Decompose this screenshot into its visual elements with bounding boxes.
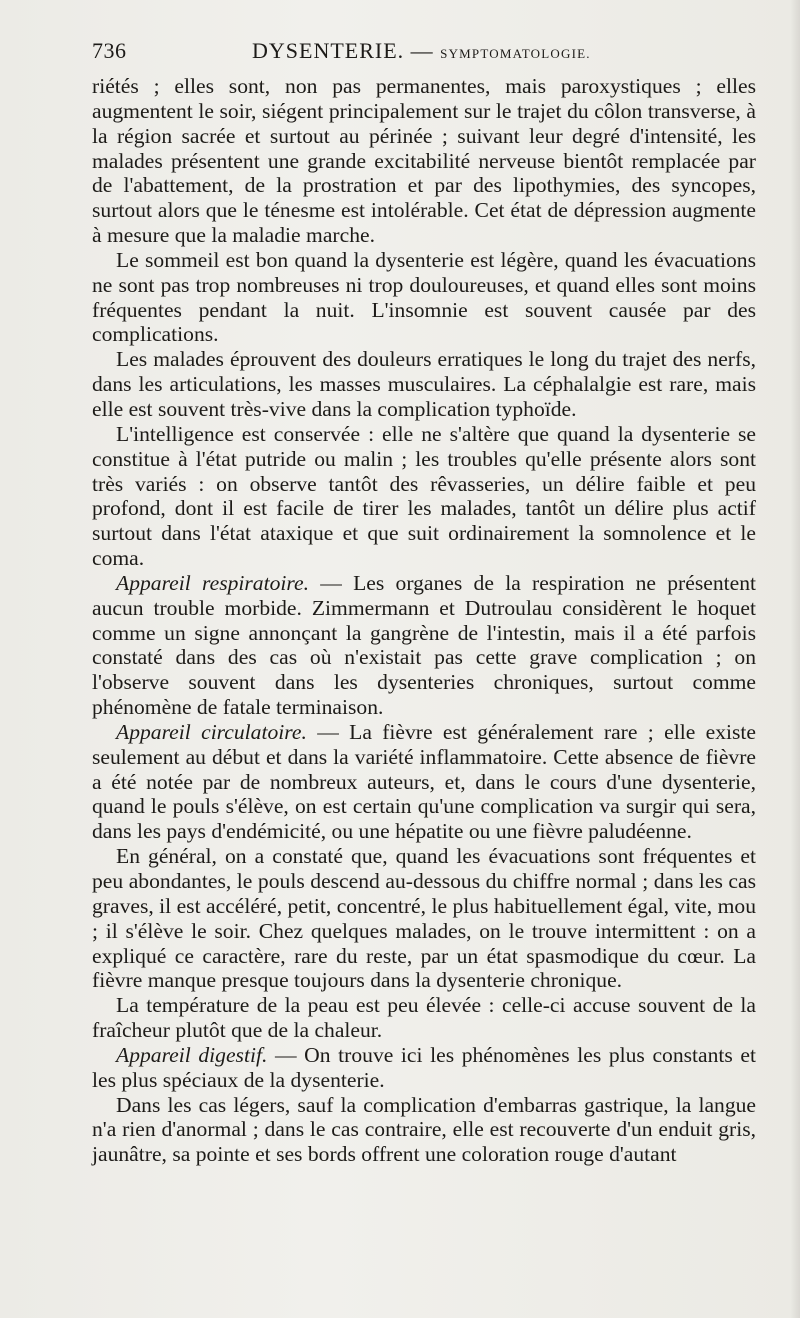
paragraph-text: En général, on a constaté que, quand les évacuations sont fréquentes et peu abondantes, le pouls descend au-dessous du chiffre normal ; dans les cas graves, il est accéléré, petit, concentré, le plus habituellement égal, vite, mou ; il s'élève le soir. Chez quelques malades, on le trouve intermittent : on a expliqué ce caractère, rare du reste, par un état spasmodique du cœur. La fièvre manque presque toujours dans la dysenterie chronique. [92, 844, 756, 993]
paragraph-6 [92, 720, 756, 844]
paragraph-8 [92, 993, 756, 1043]
paragraph-1 [92, 74, 756, 248]
running-title [252, 38, 591, 64]
paragraph-text: Les malades éprouvent des douleurs erratiques le long du trajet des nerfs, dans les articulations, les masses musculaires. La céphalalgie est rare, mais elle est souvent très-vive dans la complication typhoïde. [92, 347, 756, 421]
paragraph-text: riétés ; elles sont, non pas permanentes, mais paroxystiques ; elles augmentent le soir, siégent principalement sur le trajet du côlon transverse, à la région sacrée et surtout au périnée ; suivant leur degré d'intensité, les malades présentent une grande excitabilité nerveuse bientôt remplacée par de l'abattement, de la prostration et par des lipothymies, des syncopes, surtout alors que le ténesme est intolérable. Cet état de dépression augmente à mesure que la maladie marche. [92, 74, 756, 248]
paragraph-5 [92, 571, 756, 720]
page-edge-shadow [790, 0, 800, 1318]
subtitle-text: SYMPTOMATOLOGIE. [440, 46, 591, 61]
section-heading: Appareil digestif. [116, 1042, 268, 1067]
paragraph-10 [92, 1093, 756, 1168]
paragraph-text: Le sommeil est bon quand la dysenterie est légère, quand les évacuations ne sont pas trop nombreuses ni trop douloureuses, et quand elles sont moins fréquentes pendant la nuit. L'insomnie est souvent causée par des complications. [92, 247, 756, 347]
title-text: DYSENTERIE. [252, 38, 405, 63]
paragraph-text: Dans les cas légers, sauf la complication d'embarras gastrique, la langue n'a rien d'anormal ; dans le cas contraire, elle est recouverte d'un enduit gris, jaunâtre, sa pointe et ses bords offrent une coloration rouge d'autant [92, 1092, 756, 1167]
paragraph-3 [92, 347, 756, 422]
section-heading: Appareil circulatoire. [116, 719, 307, 744]
paragraph-9 [92, 1043, 756, 1093]
paragraph-2 [92, 248, 756, 347]
section-heading: Appareil respiratoire. [116, 570, 309, 595]
body-text [92, 74, 756, 1167]
paragraph-text: — La fièvre est généralement rare ; elle existe seulement au début et dans la variété inflammatoire. Cette absence de fièvre a été notée par de nombreux auteurs, et, dans le cours d'une dysenterie, quand le pouls s'élève, on est certain qu'une complication va surgir qui sera, dans les pays d'endémicité, ou une hépatite ou une fièvre paludéenne. [92, 719, 756, 844]
paragraph-4 [92, 422, 756, 571]
paragraph-text: — On trouve ici les phénomènes les plus constants et les plus spéciaux de la dysenterie. [92, 1042, 756, 1092]
paragraph-text: La température de la peau est peu élevée : celle-ci accuse souvent de la fraîcheur plutôt que de la chaleur. [92, 993, 756, 1043]
paragraph-text: — Les organes de la respiration ne présentent aucun trouble morbide. Zimmermann et Dutroulau considèrent le hoquet comme un signe annonçant la gangrène de l'intestin, mais il a été parfois constaté dans des cas où n'existait pas cette grave complication ; on l'observe souvent dans les dysenteries chroniques, surtout comme phénomène de fatale terminaison. [92, 570, 756, 720]
page-number: 736 [92, 38, 127, 63]
paragraph-7 [92, 844, 756, 993]
paragraph-text: L'intelligence est conservée : elle ne s'altère que quand la dysenterie se constitue à l'état putride ou malin ; les troubles qu'elle présente alors sont très variés : on observe tantôt des rêvasseries, un délire faible et peu profond, dont il est facile de tirer les malades, tantôt un délire plus actif surtout dans l'état ataxique et que suit ordinairement la somnolence et le coma. [92, 421, 756, 571]
running-header [92, 38, 752, 68]
title-dash: — [410, 38, 434, 63]
